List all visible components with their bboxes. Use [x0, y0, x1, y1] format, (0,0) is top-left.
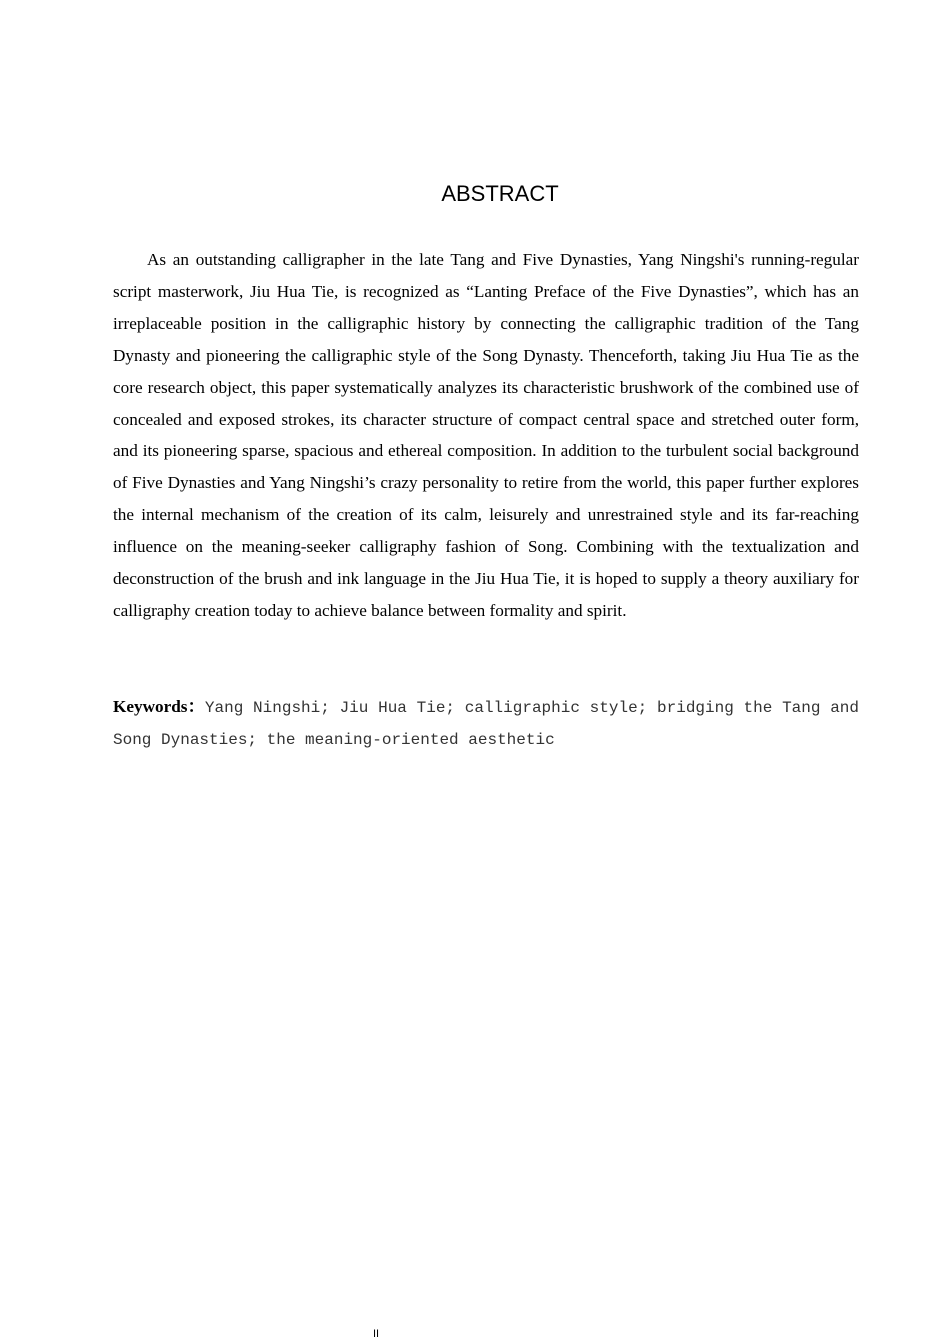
- keywords-section: [113, 691, 859, 756]
- abstract-paragraph: As an outstanding calligrapher in the late Tang and Five Dynasties, Yang Ningshi's running-regular script masterwork, Jiu Hua Tie, is recognized as “Lanting Preface of the Five Dynasties”, which has an irreplaceable position in the calligraphic history by connecting the calligraphic tradition of the Tang Dynasty and pioneering the calligraphic style of the Song Dynasty. Thenceforth, taking Jiu Hua Tie as the core research object, this paper systematically analyzes its characteristic brushwork of the combined use of concealed and exposed strokes, its character structure of compact central space and stretched outer form, and its pioneering sparse, spacious and ethereal composition. In addition to the turbulent social background of Five Dynasties and Yang Ningshi’s crazy personality to retire from the world, this paper further explores the internal mechanism of the creation of its calm, leisurely and unrestrained style and its far-reaching influence on the meaning-seeker calligraphy fashion of Song. Combining with the textualization and deconstruction of the brush and ink language in the Jiu Hua Tie, it is hoped to supply a theory auxiliary for calligraphy creation today to achieve balance between formality and spirit.: [113, 250, 859, 620]
- abstract-title: ABSTRACT: [441, 181, 559, 206]
- keywords-label: Keywords：: [113, 697, 205, 716]
- keywords-list: Yang Ningshi; Jiu Hua Tie; calligraphic style; bridging the Tang and Song Dynasties; the meaning-oriented aesthetic: [113, 699, 859, 749]
- page-number: II: [372, 1328, 380, 1340]
